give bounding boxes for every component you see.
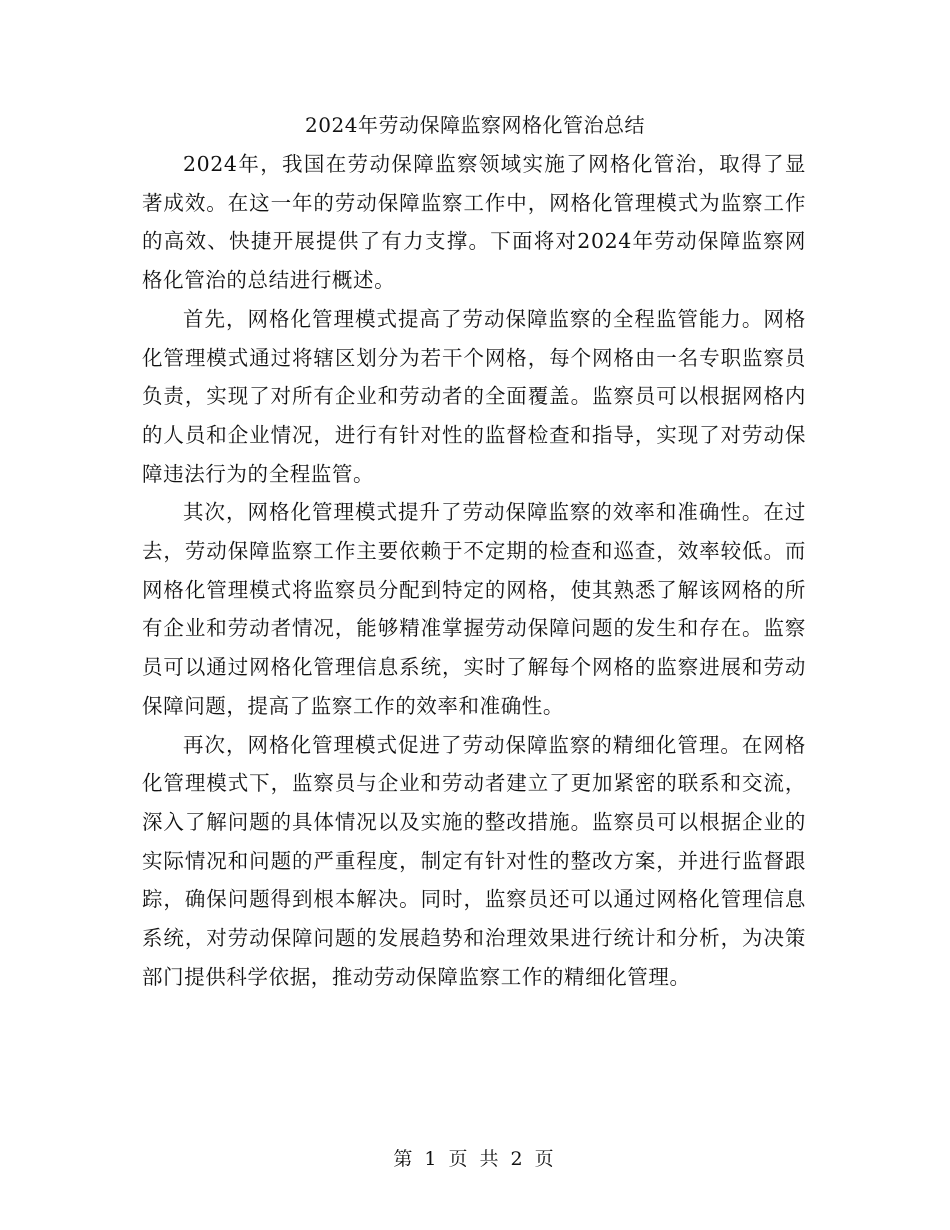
paragraph-first: 首先，网格化管理模式提高了劳动保障监察的全程监管能力。网格化管理模式通过将辖区划分为若干个网格，每个网格由一名专职监察员负责，实现了对所有企业和劳动者的全面覆盖。监察员可以根据网格内的人员和企业情况，进行有针对性的监督检查和指导，实现了对劳动保障违法行为的全程监管。 [142, 306, 806, 486]
document-title: 2024年劳动保障监察网格化管治总结 [305, 113, 645, 137]
paragraph-second: 其次，网格化管理模式提升了劳动保障监察的效率和准确性。在过去，劳动保障监察工作主要依赖于不定期的检查和巡查，效率较低。而网格化管理模式将监察员分配到特定的网格，使其熟悉了解该网格的所有企业和劳动者情况，能够精准掌握劳动保障问题的发生和存在。监察员可以通过网格化管理信息系统，实时了解每个网格的监察进展和劳动保障问题，提高了监察工作的效率和准确性。 [142, 500, 806, 718]
page-number-footer: 第 1 页 共 2 页 [393, 1148, 557, 1170]
paragraph-third: 再次，网格化管理模式促进了劳动保障监察的精细化管理。在网格化管理模式下，监察员与企业和劳动者建立了更加紧密的联系和交流，深入了解问题的具体情况以及实施的整改措施。监察员可以根据企业的实际情况和问题的严重程度，制定有针对性的整改方案，并进行监督跟踪，确保问题得到根本解决。同时，监察员还可以通过网格化管理信息系统，对劳动保障问题的发展趋势和治理效果进行统计和分析，为决策部门提供科学依据，推动劳动保障监察工作的精细化管理。 [142, 732, 806, 989]
document-body [142, 145, 806, 996]
paragraph-intro: 2024年，我国在劳动保障监察领域实施了网格化管治，取得了显著成效。在这一年的劳动保障监察工作中，网格化管理模式为监察工作的高效、快捷开展提供了有力支撑。下面将对2024年劳动保障监察网格化管治的总结进行概述。 [142, 152, 806, 293]
